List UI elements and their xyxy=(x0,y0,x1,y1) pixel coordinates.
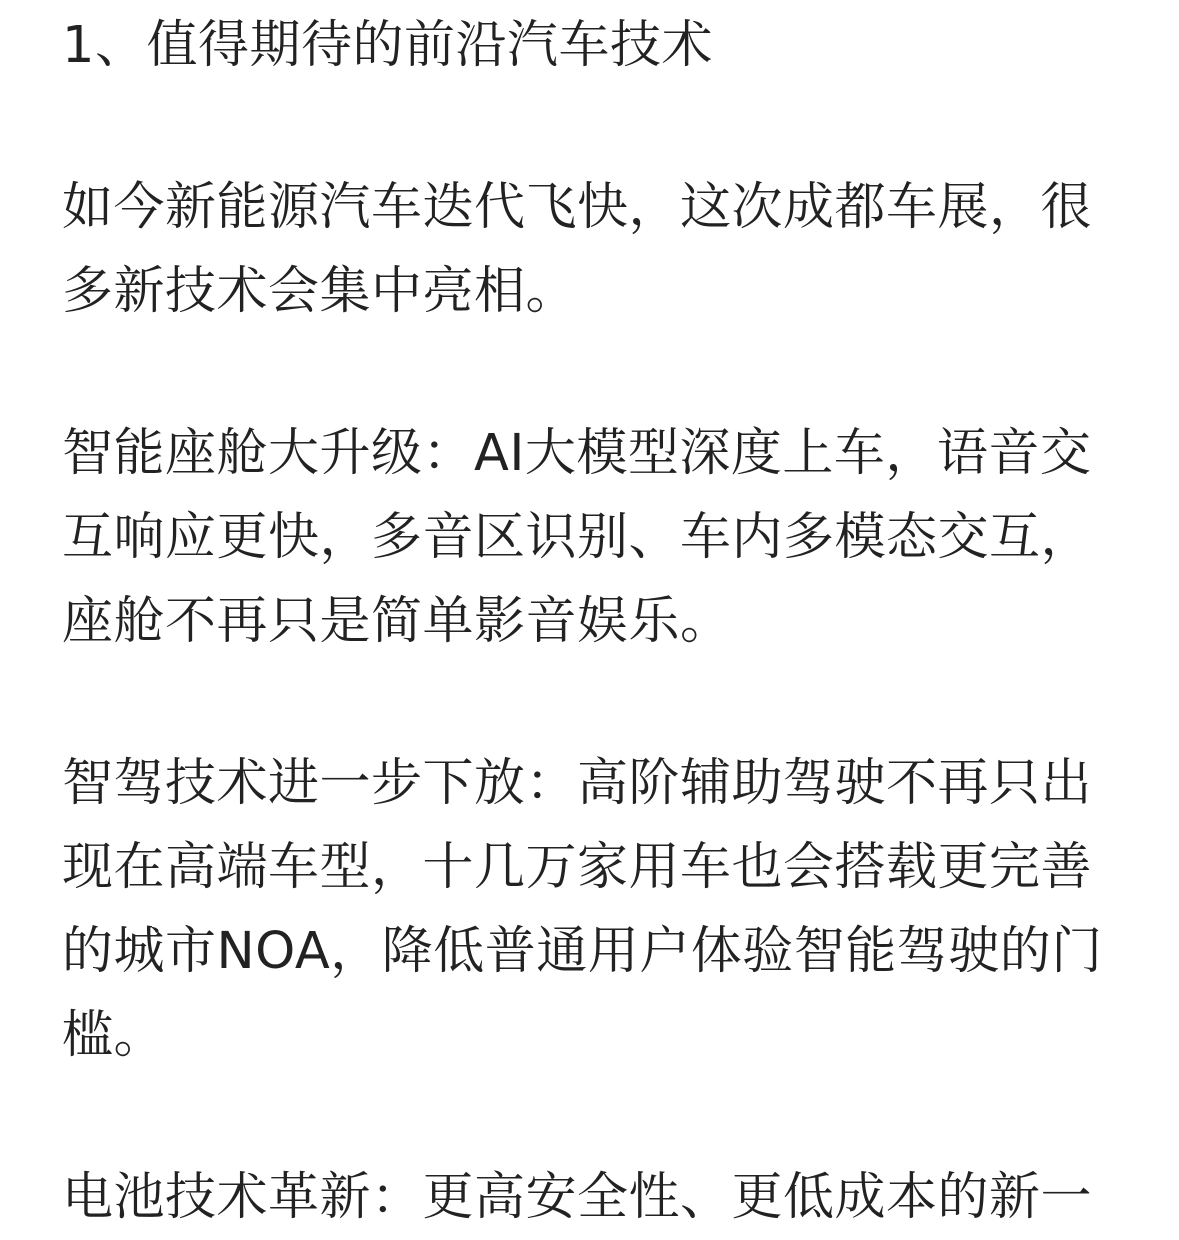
paragraph-intro: 如今新能源汽车迭代飞快，这次成都车展，很多新技术会集中亮相。 xyxy=(62,178,1093,321)
paragraph-battery-tech: 电池技术革新：更高安全性、更低成本的新一 xyxy=(62,1168,1093,1227)
section-heading: 1、值得期待的前沿汽车技术 xyxy=(62,16,713,75)
paragraph-smart-cockpit: 智能座舱大升级：AI大模型深度上车，语音交互响应更快，多音区识别、车内多模态交互，座舱不再只是简单影音娱乐。 xyxy=(62,424,1093,651)
article-body xyxy=(62,14,1122,1240)
paragraph-smart-driving: 智驾技术进一步下放：高阶辅助驾驶不再只出现在高端车型，十几万家用车也会搭载更完善的城市NOA，降低普通用户体验智能驾驶的门槛。 xyxy=(62,754,1103,1065)
